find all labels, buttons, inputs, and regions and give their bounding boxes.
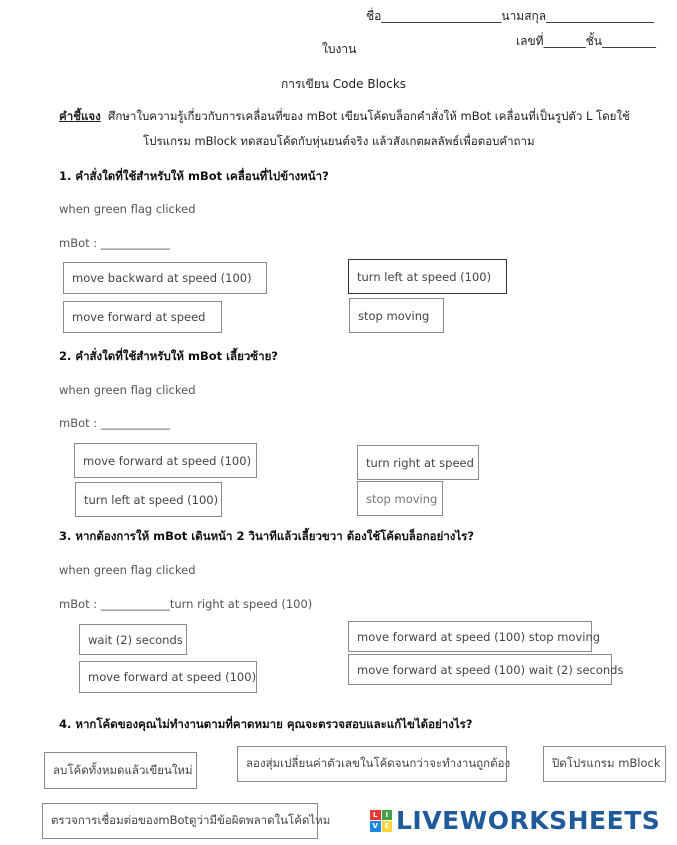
instructions-label: คำชี้แจง bbox=[59, 109, 101, 123]
surname-line[interactable]: __________________ bbox=[546, 9, 655, 23]
question-4: 4. หากโค้ดของคุณไม่ทำงานตามที่คาดหมาย คุณจะตรวจสอบและแก้ไขได้อย่างไร? bbox=[59, 717, 473, 731]
q4-option-check-connection[interactable]: ตรวจการเชื่อมต่อของmBotดูว่ามีข้อผิดพลาดในโค้ดไหม bbox=[42, 803, 318, 839]
q4-option-close-program[interactable]: ปิดโปรแกรม mBlock bbox=[543, 746, 666, 782]
number-label: เลขที่ bbox=[516, 34, 544, 48]
instructions-text-1: ศึกษาใบความรู้เกี่ยวกับการเคลื่อนที่ของ mBot เขียนโค้ดบล็อกคำสั่งให้ mBot เคลื่อนที่เป็นรูปตัว L โดยใช้ bbox=[108, 109, 630, 123]
liveworksheets-logo-icon bbox=[370, 810, 392, 832]
q1-option-turn-left[interactable]: turn left at speed (100) bbox=[348, 259, 507, 294]
name-field bbox=[366, 7, 654, 26]
class-label: ชั้น bbox=[585, 34, 602, 48]
worksheet-title: ใบงาน bbox=[322, 42, 357, 56]
q2-trigger: when green flag clicked bbox=[59, 383, 196, 397]
q1-option-move-backward[interactable]: move backward at speed (100) bbox=[63, 262, 267, 294]
instructions-line-1 bbox=[59, 108, 630, 126]
name-line[interactable]: ____________________ bbox=[381, 9, 502, 23]
q2-option-turn-left[interactable]: turn left at speed (100) bbox=[75, 482, 222, 517]
subtitle: การเขียน Code Blocks bbox=[281, 77, 407, 91]
number-line[interactable]: _______ bbox=[543, 34, 586, 48]
surname-label: นามสกุล bbox=[501, 9, 547, 23]
liveworksheets-logo-text: LIVEWORKSHEETS bbox=[396, 806, 661, 835]
number-class-field bbox=[516, 32, 656, 51]
q2-mbot-line[interactable]: mBot : ____________ bbox=[59, 416, 170, 430]
question-2: 2. คำสั่งใดที่ใช้สำหรับให้ mBot เลี้ยวซ้าย? bbox=[59, 349, 278, 363]
q1-option-move-forward[interactable]: move forward at speed bbox=[63, 301, 222, 333]
q4-option-rewrite[interactable]: ลบโค้ดทั้งหมดแล้วเขียนใหม่ bbox=[44, 752, 197, 789]
name-label: ชื่อ bbox=[366, 9, 382, 23]
q3-option-forward[interactable]: move forward at speed (100) bbox=[79, 661, 257, 693]
q3-option-forward-stop[interactable]: move forward at speed (100) stop moving bbox=[348, 621, 592, 652]
class-line[interactable]: _________ bbox=[601, 34, 656, 48]
liveworksheets-logo bbox=[370, 806, 660, 835]
q2-option-move-forward[interactable]: move forward at speed (100) bbox=[74, 443, 257, 478]
logo-letter: E bbox=[382, 821, 393, 832]
instructions-line-2: โปรแกรม mBlock ทดสอบโค้ดกับหุ่นยนต์จริง แล้วสังเกตผลลัพธ์เพื่อตอบคำถาม bbox=[143, 134, 535, 148]
q4-option-random-change[interactable]: ลองสุ่มเปลี่ยนค่าตัวเลขในโค้ดจนกว่าจะทำงานถูกต้อง bbox=[237, 746, 507, 782]
logo-letter: V bbox=[370, 821, 381, 832]
q3-mbot-line[interactable]: mBot : ____________turn right at speed (100) bbox=[59, 597, 313, 611]
q3-trigger: when green flag clicked bbox=[59, 563, 196, 577]
logo-letter: L bbox=[370, 810, 381, 821]
q2-option-stop-moving[interactable]: stop moving bbox=[357, 481, 443, 516]
q1-option-stop-moving[interactable]: stop moving bbox=[349, 298, 444, 333]
q1-mbot-line[interactable]: mBot : ____________ bbox=[59, 236, 170, 250]
logo-letter: I bbox=[382, 810, 393, 821]
q3-option-forward-wait[interactable]: move forward at speed (100) wait (2) seconds bbox=[348, 654, 612, 685]
q3-option-wait[interactable]: wait (2) seconds bbox=[79, 624, 187, 655]
question-1: 1. คำสั่งใดที่ใช้สำหรับให้ mBot เคลื่อนที่ไปข้างหน้า? bbox=[59, 169, 329, 183]
q1-trigger: when green flag clicked bbox=[59, 202, 196, 216]
q2-option-turn-right[interactable]: turn right at speed bbox=[357, 445, 479, 480]
question-3: 3. หากต้องการให้ mBot เดินหน้า 2 วินาทีแล้วเลี้ยวขวา ต้องใช้โค้ดบล็อกอย่างไร? bbox=[59, 529, 475, 543]
